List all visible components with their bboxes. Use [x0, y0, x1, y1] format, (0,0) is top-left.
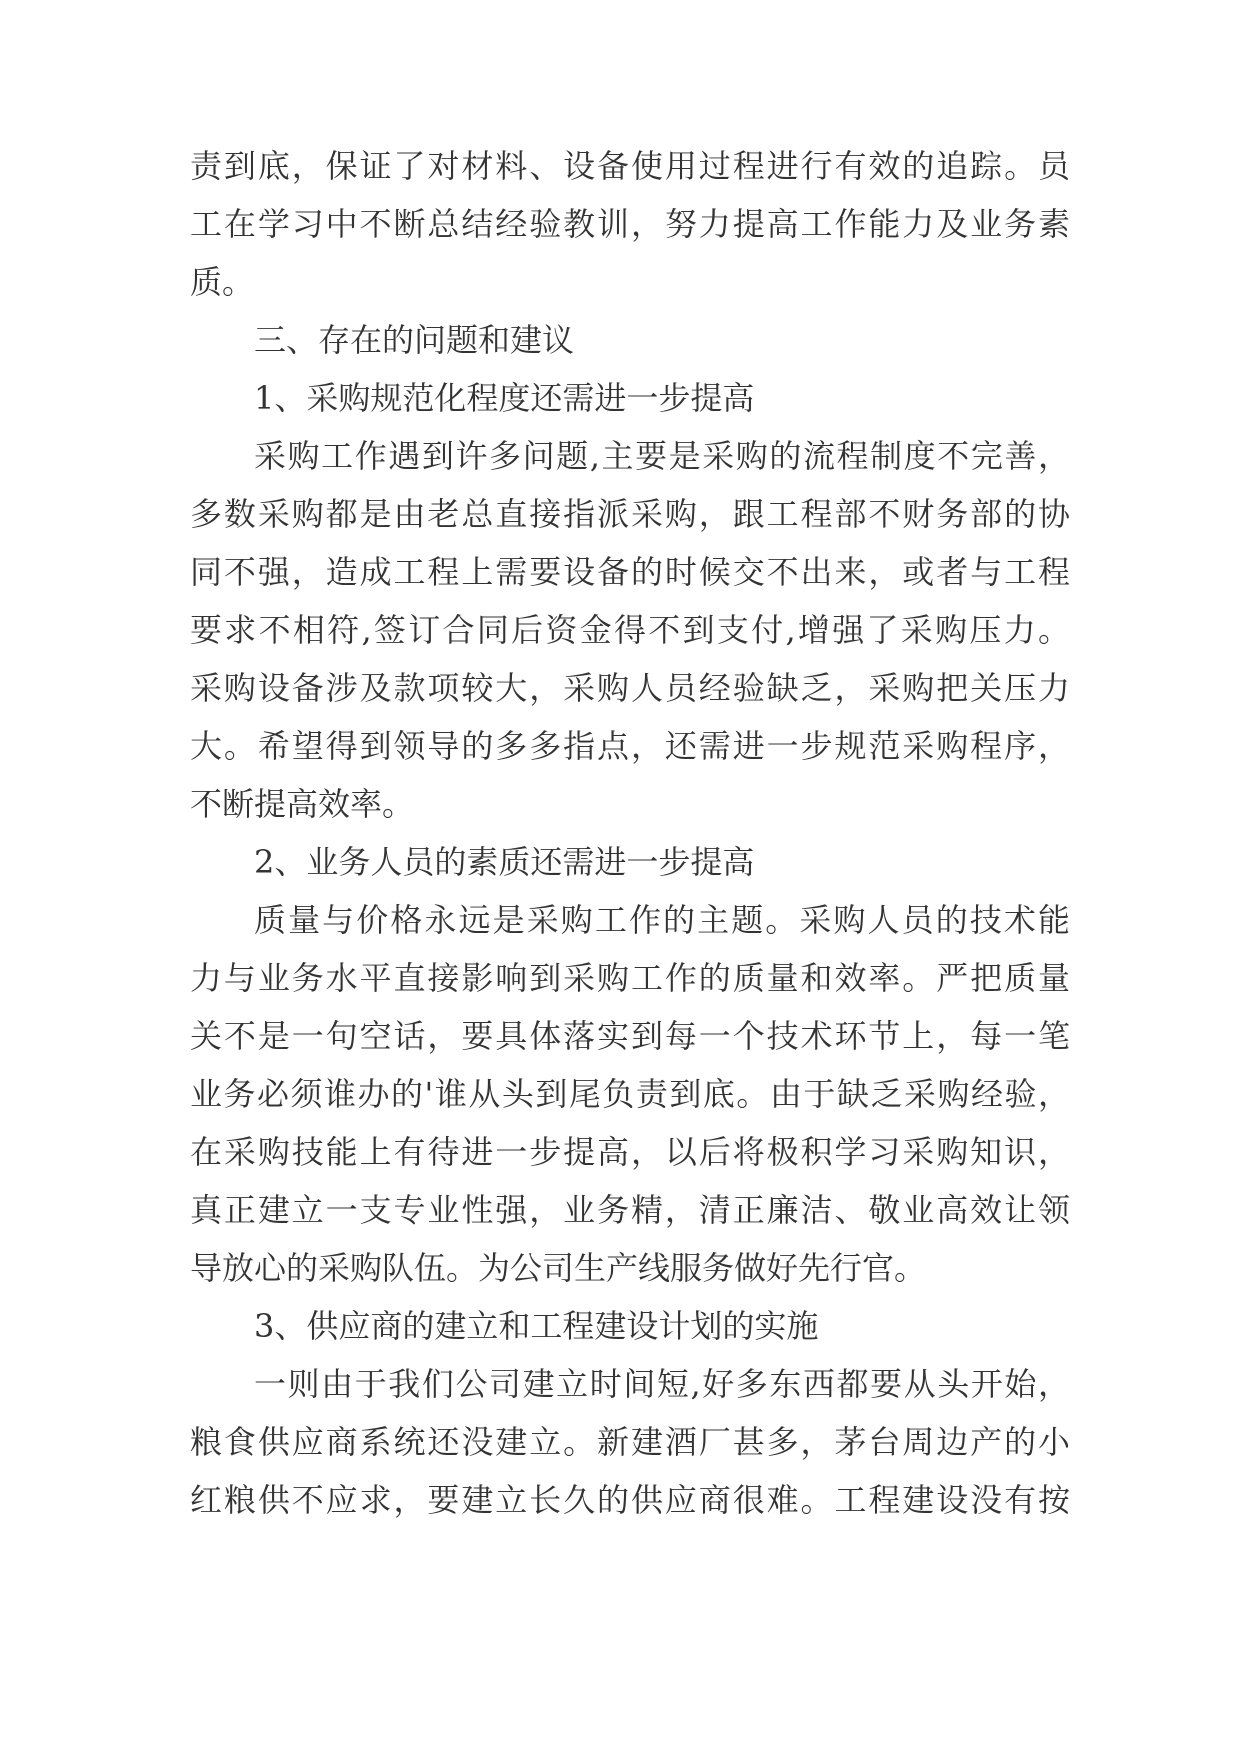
text-line: 一则由于我们公司建立时间短,好多东西都要从头开始，: [254, 1365, 1070, 1403]
text-line: 采购设备涉及款项较大，采购人员经验缺乏，采购把关压力: [190, 669, 1070, 707]
text-line: 不断提高效率。: [190, 785, 415, 823]
text-line: 真正建立一支专业性强，业务精，清正廉洁、敬业高效让领: [190, 1191, 1070, 1229]
text-line: 粮食供应商系统还没建立。新建酒厂甚多，茅台周边产的小: [190, 1423, 1070, 1461]
text-line: 工在学习中不断总结经验教训，努力提高工作能力及业务素: [190, 205, 1070, 243]
text-line: 大。希望得到领导的多多指点，还需进一步规范采购程序，: [190, 727, 1070, 765]
subsection-heading: 3、供应商的建立和工程建设计划的实施: [254, 1307, 819, 1345]
text-line: 质量与价格永远是采购工作的主题。采购人员的技术能: [254, 901, 1070, 939]
text-line: 采购工作遇到许多问题,主要是采购的流程制度不完善，: [254, 437, 1070, 475]
text-line: 红粮供不应求，要建立长久的供应商很难。工程建设没有按: [190, 1481, 1070, 1519]
text-line: 责到底，保证了对材料、设备使用过程进行有效的追踪。员: [190, 147, 1070, 185]
text-line: 导放心的采购队伍。为公司生产线服务做好先行官。: [190, 1249, 927, 1287]
text-line: 同不强，造成工程上需要设备的时候交不出来，或者与工程: [190, 553, 1070, 591]
text-line: 力与业务水平直接影响到采购工作的质量和效率。严把质量: [190, 959, 1070, 997]
subsection-heading: 2、业务人员的素质还需进一步提高: [254, 843, 755, 881]
text-line: 关不是一句空话，要具体落实到每一个技术环节上，每一笔: [190, 1017, 1070, 1055]
subsection-heading: 1、采购规范化程度还需进一步提高: [254, 379, 755, 417]
text-line: 多数采购都是由老总直接指派采购，跟工程部不财务部的协: [190, 495, 1070, 533]
text-line: 要求不相符,签订合同后资金得不到支付,增强了采购压力。: [190, 611, 1070, 649]
section-heading: 三、存在的问题和建议: [254, 321, 575, 359]
text-line: 业务必须谁办的'谁从头到尾负责到底。由于缺乏采购经验，: [190, 1075, 1070, 1113]
text-line: 在采购技能上有待进一步提高，以后将极积学习采购知识，: [190, 1133, 1070, 1171]
text-line: 质。: [190, 263, 255, 301]
